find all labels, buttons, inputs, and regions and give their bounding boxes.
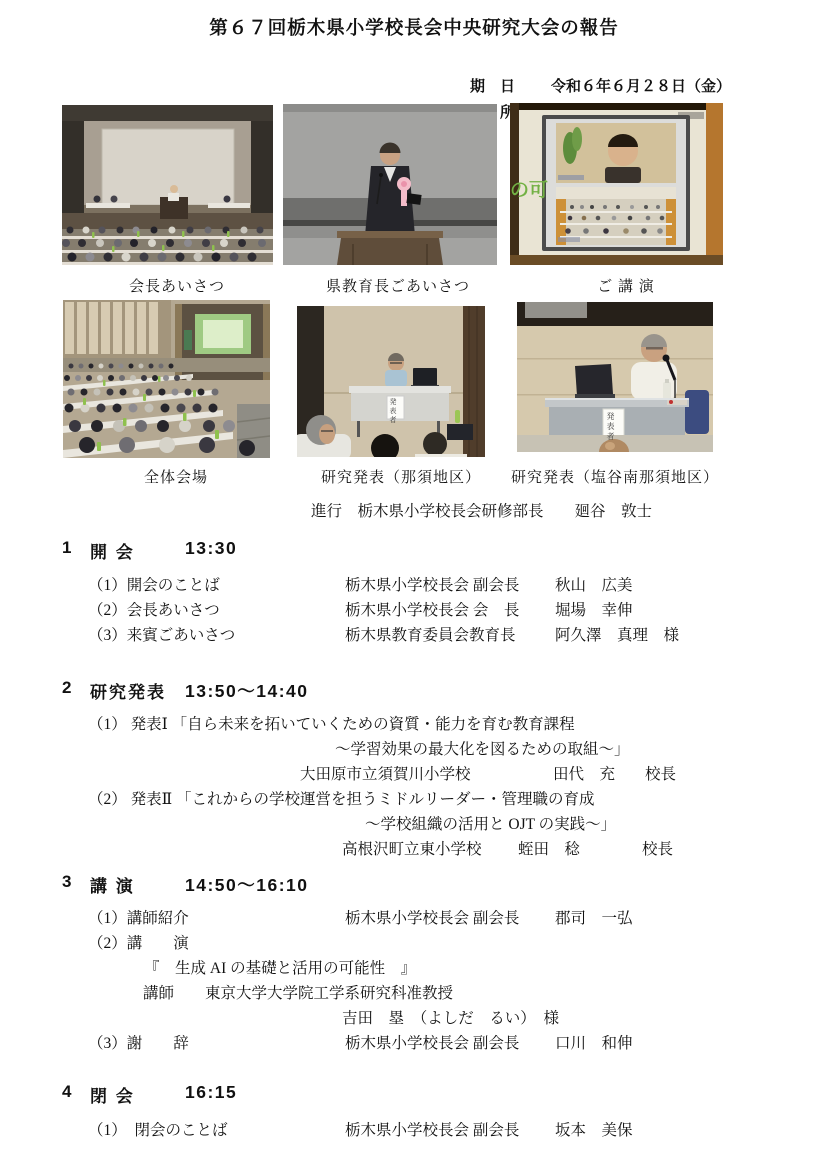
photo-presentation-shioya (517, 302, 713, 452)
section-1-heading (62, 538, 462, 562)
presentation-2-subtitle: ～学校組織の活用と OJT の実践～」 (365, 816, 617, 833)
presenter-sign: 発表者 (606, 412, 615, 442)
presenter-title: 校長 (642, 841, 674, 858)
presentation-1-subtitle: ～学習効果の最大化を図るための取組～」 (335, 741, 630, 758)
agenda-org: 栃木県小学校長会 副会長 (345, 577, 520, 594)
presentation-scene-nasu (297, 306, 485, 457)
agenda-org: 栃木県小学校長会 副会長 (345, 1122, 520, 1139)
section-title: 閉 会 (90, 1087, 135, 1106)
agenda-org: 栃木県教育委員会教育長 (345, 627, 516, 644)
agenda-row (0, 623, 828, 647)
section-2-heading (62, 678, 462, 702)
presenter-title: 校長 (645, 766, 677, 783)
section-number: 2 (62, 678, 72, 697)
agenda-row (0, 573, 828, 597)
agenda-item: （1）講師紹介 (88, 910, 189, 927)
moderator-line: 進行 栃木県小学校長会研修部長 廻谷 敦士 (311, 503, 653, 520)
agenda-row (0, 1031, 828, 1055)
caption-superintendent-greeting: 県教育長ごあいさつ (325, 279, 470, 295)
presenter-school: 高根沢町立東小学校 (342, 841, 482, 858)
section-time: 13:30 (185, 538, 238, 558)
section-time: 13:50～14:40 (185, 681, 309, 701)
section-title: 開 会 (90, 543, 135, 562)
caption-presentation-shioya: 研究発表（塩谷南那須地区） (510, 470, 719, 486)
agenda-row (0, 1118, 828, 1142)
lecturer-name: 吉田 塁 （よしだ るい） 様 (342, 1010, 560, 1027)
presenter-sign: 発表者 (389, 398, 397, 425)
section-time: 16:15 (185, 1082, 238, 1102)
section-number: 4 (62, 1082, 72, 1101)
agenda-org: 栃木県小学校長会 会 長 (345, 602, 520, 619)
agenda-item: （1）開会のことば (88, 577, 220, 594)
agenda-name: 阿久澤 真理 様 (555, 627, 680, 644)
agenda-item: （3）来賓ごあいさつ (88, 627, 236, 644)
photo-lecture-screen (510, 103, 723, 265)
photo-superintendent-greeting (283, 104, 497, 265)
caption-whole-venue: 全体会場 (143, 470, 208, 486)
agenda-name: 郡司 一弘 (555, 910, 633, 927)
agenda-name: 口川 和伸 (555, 1035, 633, 1052)
presentation-scene-shioya (517, 302, 713, 452)
section-3-heading (62, 872, 462, 896)
agenda-org: 栃木県小学校長会 副会長 (345, 1035, 520, 1052)
presenter-name: 蛭田 稔 (518, 841, 581, 858)
agenda-row (0, 598, 828, 622)
section-number: 1 (62, 538, 72, 557)
caption-chairman-greeting: 会長あいさつ (128, 279, 225, 295)
agenda-item: （3）謝 辞 (88, 1035, 189, 1052)
agenda-name: 堀場 幸伸 (555, 602, 633, 619)
podium-scene (283, 104, 497, 265)
presentation-1-title: （1） 発表Ⅰ 「自ら未来を拓いていくための資質・能力を育む教育課程 (88, 716, 575, 733)
photo-chairman-greeting (62, 105, 273, 265)
slide-text-fragment: の可 (510, 179, 549, 201)
lecturer-affiliation: 講師 東京大学大学院工学系研究科准教授 (143, 985, 454, 1002)
photo-presentation-nasu (297, 306, 485, 457)
section-4-heading (62, 1082, 462, 1106)
agenda-name: 坂本 美保 (555, 1122, 633, 1139)
presentation-2-title: （2） 発表Ⅱ 「これからの学校運営を担うミドルリーダー・管理職の育成 (88, 791, 595, 808)
presenter-school: 大田原市立須賀川小学校 (300, 766, 471, 783)
agenda-name: 秋山 広美 (555, 577, 633, 594)
presenter-name: 田代 充 (553, 766, 616, 783)
lecture-label: （2）講 演 (88, 935, 189, 952)
agenda-item: （1） 閉会のことば (88, 1122, 228, 1139)
meta-date-label: 期 日 (470, 79, 516, 95)
venue-scene (63, 300, 270, 458)
page-title: 第６７回栃木県小学校長会中央研究大会の報告 (209, 19, 619, 39)
agenda-org: 栃木県小学校長会 副会長 (345, 910, 520, 927)
presenter-row (0, 837, 828, 861)
lecture-title: 『 生成 AI の基礎と活用の可能性 』 (144, 960, 417, 977)
agenda-item: （2）会長あいさつ (88, 602, 220, 619)
presenter-row (0, 762, 828, 786)
section-title: 講 演 (90, 877, 135, 896)
caption-lecture: ご 講 演 (597, 279, 655, 295)
section-time: 14:50～16:10 (185, 875, 309, 895)
agenda-row (0, 906, 828, 930)
photo-whole-venue (63, 300, 270, 458)
section-title: 研究発表 (90, 683, 166, 702)
caption-presentation-nasu: 研究発表（那須地区） (320, 470, 481, 486)
section-number: 3 (62, 872, 72, 891)
meta-place-label: 所 (500, 105, 516, 121)
auditorium-scene (62, 105, 273, 265)
meta-date-value: 令和６年６月２８日（金） (551, 79, 732, 95)
